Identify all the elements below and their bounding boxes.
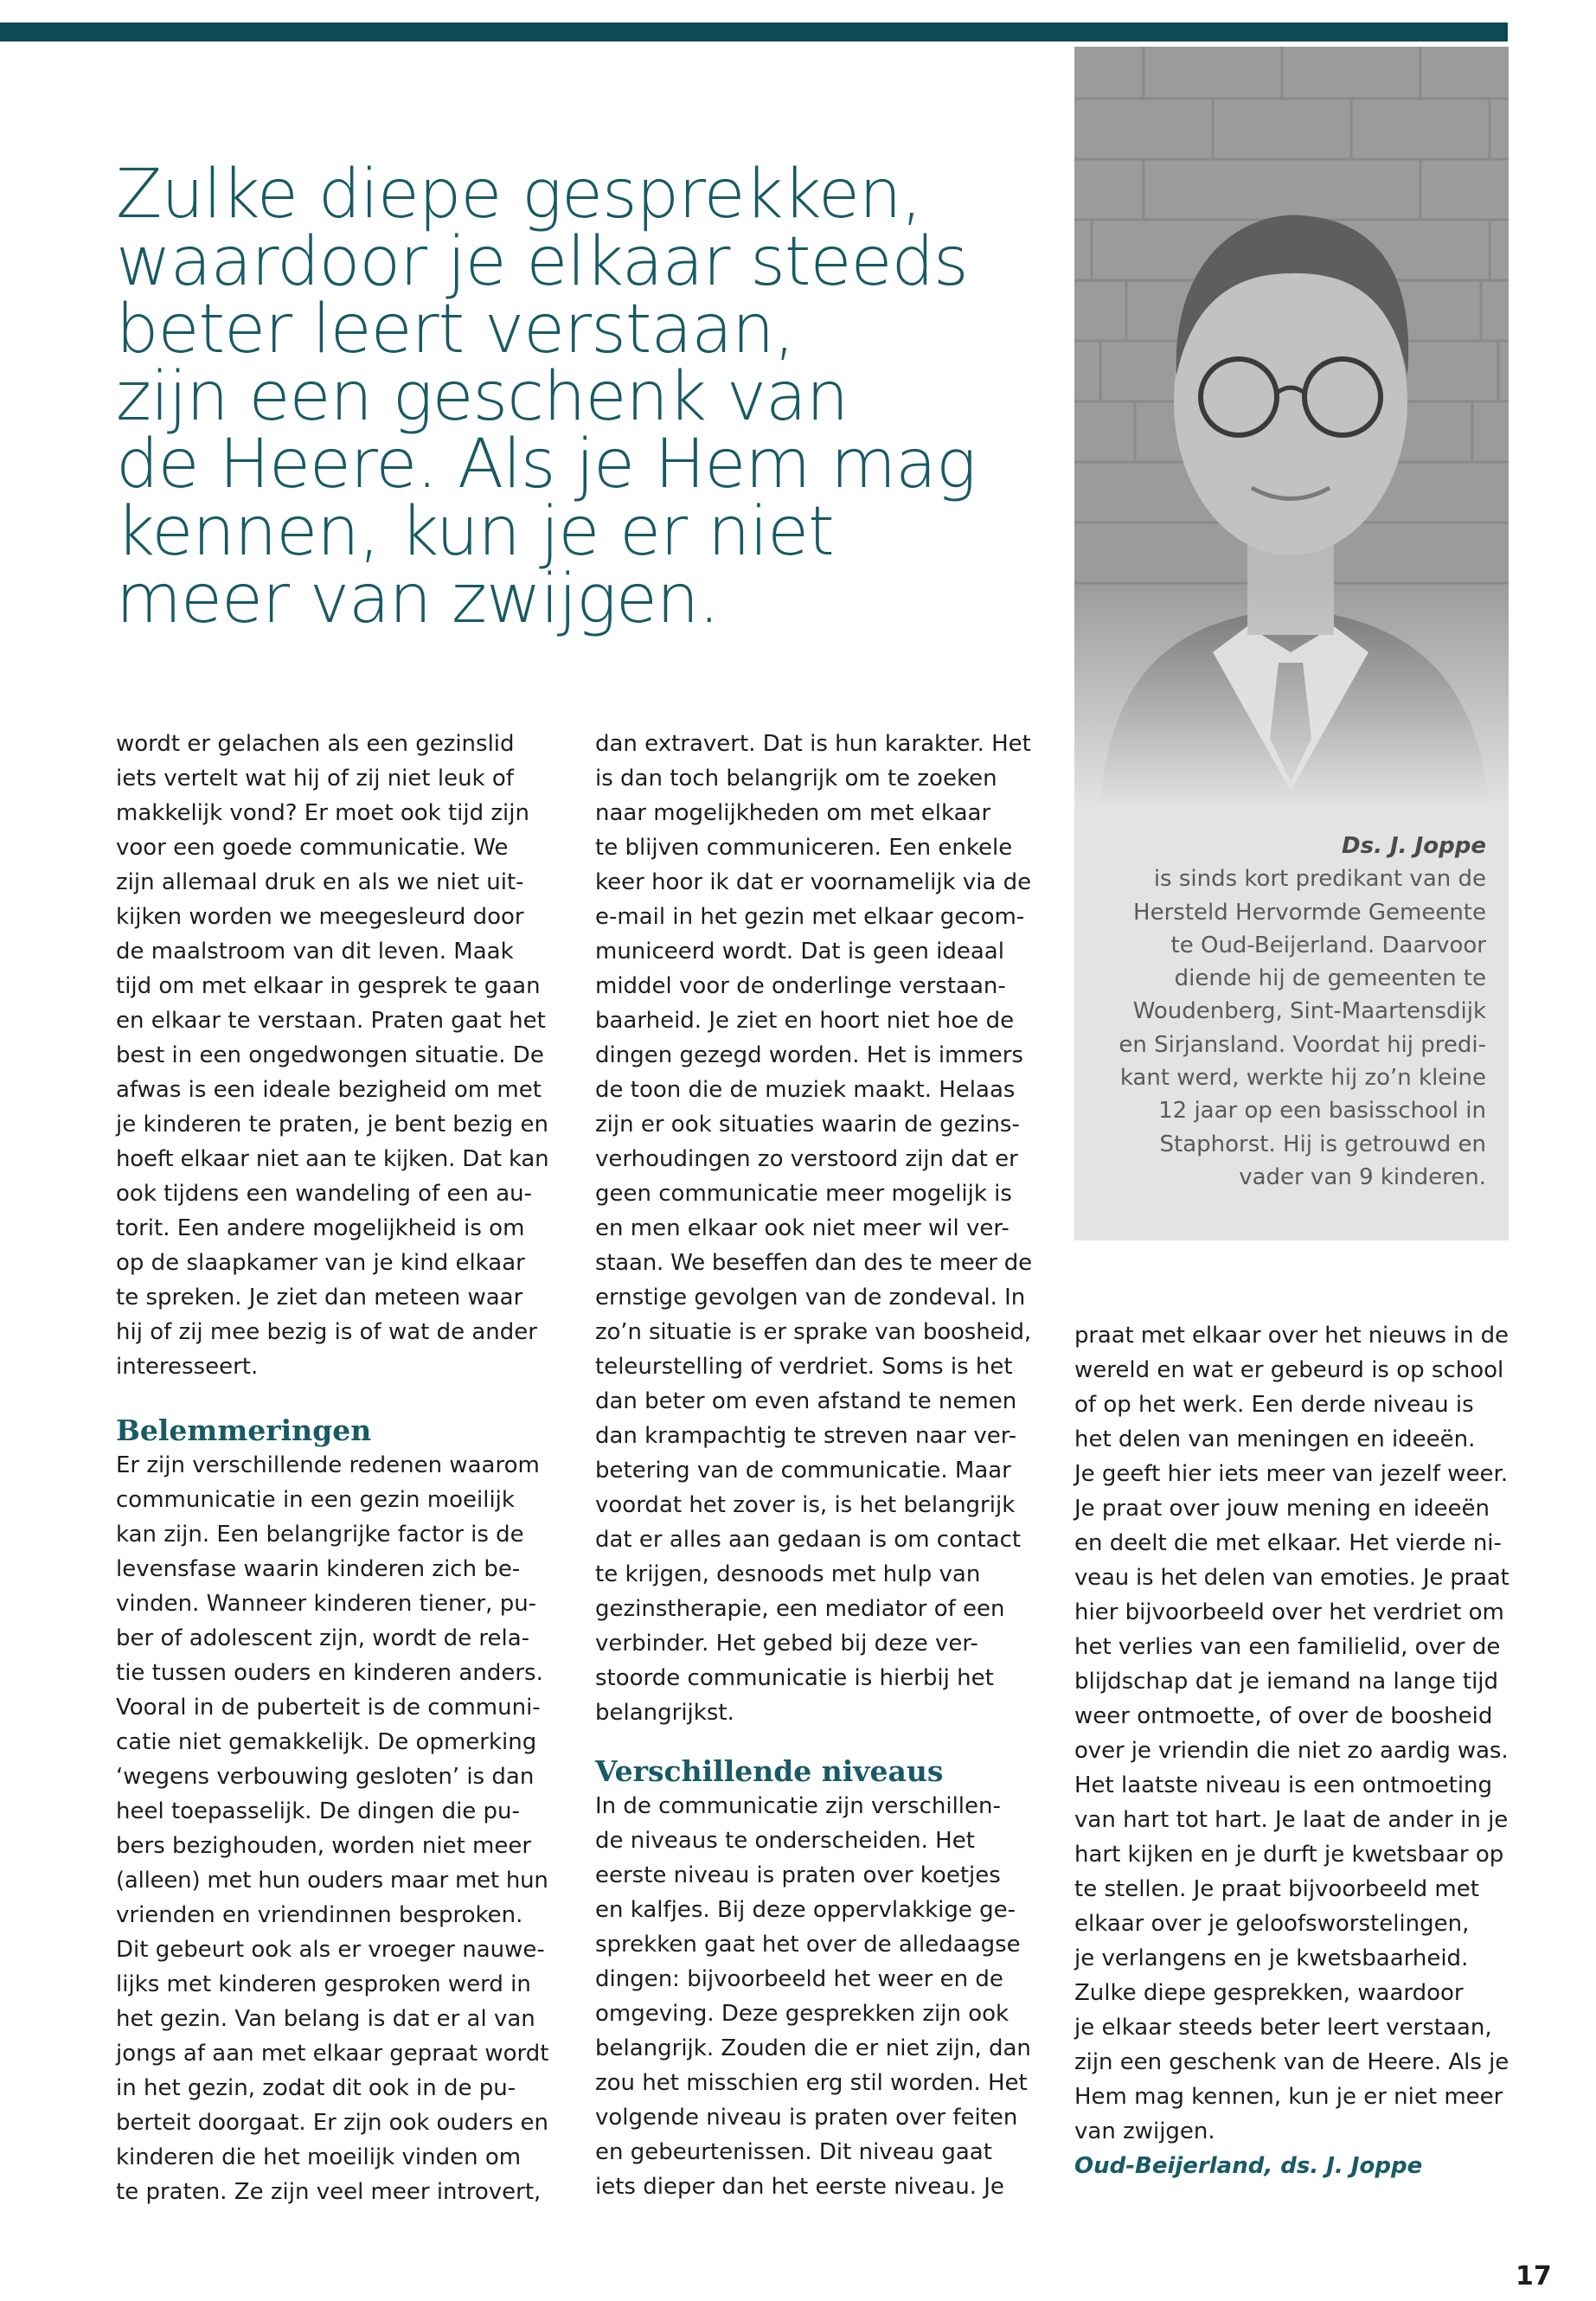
text-line: je kinderen te praten, je bent bezig en <box>116 1112 548 1138</box>
text-line: belangrijkst. <box>595 1700 734 1726</box>
author-sidebar <box>1074 47 1509 1240</box>
text-line: hij of zij mee bezig is of wat de ander <box>116 1319 537 1345</box>
text-line: Je praat over jouw mening en ideeën <box>1074 1496 1490 1522</box>
text-line: en gebeurtenissen. Dit niveau gaat <box>595 2139 992 2165</box>
text-line: het verlies van een familielid, over de <box>1074 1634 1501 1660</box>
text-line: belangrijk. Zouden die er niet zijn, dan <box>595 2035 1031 2061</box>
text-line: berteit doorgaat. Er zijn ook ouders en <box>116 2110 548 2136</box>
text-line: ook tijdens een wandeling of een au- <box>116 1181 533 1207</box>
pull-quote-line: de Heere. Als je Hem mag <box>116 426 976 503</box>
text-line: verbinder. Het gebed bij deze ver- <box>595 1631 978 1657</box>
text-line: wordt er gelachen als een gezinslid <box>116 731 515 757</box>
text-line: volgende niveau is praten over feiten <box>595 2105 1018 2131</box>
text-line: is dan toch belangrijk om te zoeken <box>595 766 997 792</box>
text-line: blijdschap dat je iemand na lange tijd <box>1074 1669 1499 1695</box>
text-line: en kalfjes. Bij deze oppervlakkige ge- <box>595 1897 1016 1923</box>
text-line: omgeving. Deze gesprekken zijn ook <box>595 2001 1010 2027</box>
text-line: op de slaapkamer van je kind elkaar <box>116 1250 525 1276</box>
text-line: de niveaus te onderscheiden. Het <box>595 1828 975 1854</box>
body-paragraph <box>595 727 1031 1730</box>
text-line: voor een goede communicatie. We <box>116 835 509 861</box>
text-line: zijn allemaal druk en als we niet uit- <box>116 869 524 895</box>
text-line: Zulke diepe gesprekken, waardoor <box>1074 1980 1464 2006</box>
text-line: het delen van meningen en ideeën. <box>1074 1426 1476 1452</box>
text-line: betering van de communicatie. Maar <box>595 1458 1011 1484</box>
text-line: jongs af aan met elkaar gepraat wordt <box>116 2041 549 2067</box>
text-line: e-mail in het gezin met elkaar gecom- <box>595 904 1025 930</box>
section-heading-belemmeringen: Belemmeringen <box>116 1413 372 1447</box>
text-line: het gezin. Van belang is dat er al van <box>116 2006 535 2032</box>
caption-line: diende hij de gemeenten te <box>1174 965 1486 992</box>
text-line: stoorde communicatie is hierbij het <box>595 1665 994 1691</box>
text-line: dingen gezegd worden. Het is immers <box>595 1042 1023 1068</box>
text-line: zijn er ook situaties waarin de gezins- <box>595 1112 1020 1138</box>
text-line: verhoudingen zo verstoord zijn dat er <box>595 1146 1018 1172</box>
text-line: te blijven communiceren. Een enkele <box>595 835 1013 861</box>
pull-quote-line: Zulke diepe gesprekken, <box>116 156 922 234</box>
body-paragraph <box>595 1789 1031 2204</box>
text-line: communicatie in een gezin moeilijk <box>116 1487 515 1513</box>
text-line: je verlangens en je kwetsbaarheid. <box>1074 1945 1469 1971</box>
author-portrait-photo <box>1074 47 1509 808</box>
text-line: te stellen. Je praat bijvoorbeeld met <box>1074 1876 1479 1902</box>
text-line: keer hoor ik dat er voornamelijk via de <box>595 869 1032 895</box>
text-line: dingen: bijvoorbeeld het weer en de <box>595 1966 1003 1992</box>
text-line: praat met elkaar over het nieuws in de <box>1074 1323 1509 1349</box>
pull-quote-line: waardoor je elkaar steeds <box>116 223 968 301</box>
text-line: de toon die de muziek maakt. Helaas <box>595 1077 1016 1103</box>
pull-quote-line: zijn een geschenk van <box>116 358 849 436</box>
text-line: Dit gebeurt ook als er vroeger nauwe- <box>116 1937 545 1963</box>
text-line: hier bijvoorbeeld over het verdriet om <box>1074 1599 1504 1625</box>
text-line: tijd om met elkaar in gesprek te gaan <box>116 973 541 999</box>
text-line: dan krampachtig te streven naar ver- <box>595 1423 1017 1449</box>
text-line: ‘wegens verbouwing gesloten’ is dan <box>116 1764 535 1790</box>
text-line: levensfase waarin kinderen zich be- <box>116 1556 521 1582</box>
article-column-2 <box>595 727 1031 2204</box>
page-number: 17 <box>1516 2261 1552 2291</box>
text-line: iets vertelt wat hij of zij niet leuk of <box>116 766 514 792</box>
text-line: Je geeft hier iets meer van jezelf weer. <box>1074 1461 1509 1487</box>
text-line: of op het werk. Een derde niveau is <box>1074 1392 1474 1418</box>
text-line: ernstige gevolgen van de zondeval. In <box>595 1285 1026 1311</box>
text-line: voordat het zover is, is het belangrijk <box>595 1492 1016 1518</box>
text-line: zijn een geschenk van de Heere. Als je <box>1074 2049 1509 2075</box>
caption-line: Staphorst. Hij is getrouwd en <box>1159 1131 1486 1157</box>
text-line: Het laatste niveau is een ontmoeting <box>1074 1772 1493 1798</box>
text-line: hart kijken en je durft je kwetsbaar op <box>1074 1842 1504 1868</box>
author-caption <box>1097 830 1486 1194</box>
caption-line: kant werd, werkte hij zo’n kleine <box>1119 1065 1486 1092</box>
text-line: (alleen) met hun ouders maar met hun <box>116 1868 548 1894</box>
author-signature: Oud-Beijerland, ds. J. Joppe <box>1074 2153 1423 2179</box>
text-line: lijks met kinderen gesproken werd in <box>116 1971 531 1997</box>
text-line: gezinstherapie, een mediator of een <box>595 1596 1005 1622</box>
body-paragraph <box>1074 1318 1509 2149</box>
text-line: baarheid. Je ziet en hoort niet hoe de <box>595 1008 1015 1034</box>
text-line: en deelt die met elkaar. Het vierde ni- <box>1074 1530 1502 1556</box>
text-line: dan beter om even afstand te nemen <box>595 1388 1017 1414</box>
text-line: kan zijn. Een belangrijke factor is de <box>116 1522 524 1548</box>
text-line: eerste niveau is praten over koetjes <box>595 1862 1001 1888</box>
caption-line: Woudenberg, Sint-Maartensdijk <box>1132 998 1486 1025</box>
article-column-1 <box>116 727 548 2209</box>
text-line: weer ontmoette, of over de boosheid <box>1074 1703 1493 1729</box>
caption-line: is sinds kort predikant van de <box>1153 866 1486 893</box>
text-line: Er zijn verschillende redenen waarom <box>116 1452 540 1478</box>
text-line: best in een ongedwongen situatie. De <box>116 1042 544 1068</box>
body-paragraph <box>116 1448 548 2209</box>
text-line: kijken worden we meegesleurd door <box>116 904 524 930</box>
caption-line: vader van 9 kinderen. <box>1239 1163 1486 1190</box>
text-line: geen communicatie meer mogelijk is <box>595 1181 1012 1207</box>
section-heading-verschillende-niveaus: Verschillende niveaus <box>595 1754 944 1788</box>
text-line: torit. Een andere mogelijkheid is om <box>116 1215 525 1241</box>
text-line: In de communicatie zijn verschillen- <box>595 1793 1001 1819</box>
text-line: bers bezighouden, worden niet meer <box>116 1833 532 1859</box>
text-line: zo’n situatie is er sprake van boosheid, <box>595 1319 1032 1345</box>
text-line: afwas is een ideale bezigheid om met <box>116 1077 542 1103</box>
text-line: in het gezin, zodat dit ook in de pu- <box>116 2075 516 2101</box>
text-line: makkelijk vond? Er moet ook tijd zijn <box>116 800 529 826</box>
text-line: kinderen die het moeilijk vinden om <box>116 2144 522 2170</box>
author-name: Ds. J. Joppe <box>1342 833 1486 859</box>
text-line: teleurstelling of verdriet. Soms is het <box>595 1354 1013 1380</box>
text-line: Hem mag kennen, kun je er niet meer <box>1074 2084 1503 2110</box>
text-line: over je vriendin die niet zo aardig was. <box>1074 1738 1509 1764</box>
text-line: en men elkaar ook niet meer wil ver- <box>595 1215 1010 1241</box>
text-line: elkaar over je geloofsworstelingen, <box>1074 1911 1470 1937</box>
text-line: heel toepasselijk. De dingen die pu- <box>116 1798 520 1824</box>
caption-line: Hersteld Hervormde Gemeente <box>1133 899 1486 926</box>
text-line: middel voor de onderlinge verstaan- <box>595 973 1006 999</box>
text-line: dat er alles aan gedaan is om contact <box>595 1527 1022 1553</box>
text-line: zou het misschien erg stil worden. Het <box>595 2070 1028 2096</box>
text-line: vinden. Wanneer kinderen tiener, pu- <box>116 1591 537 1617</box>
text-line: dan extravert. Dat is hun karakter. Het <box>595 731 1031 757</box>
pull-quote-line: meer van zwijgen. <box>116 561 720 638</box>
text-line: staan. We beseffen dan des te meer de <box>595 1250 1032 1276</box>
caption-line: 12 jaar op een basisschool in <box>1158 1098 1486 1125</box>
pull-quote-line: beter leert verstaan, <box>116 291 795 369</box>
text-line: iets dieper dan het eerste niveau. Je <box>595 2174 1004 2200</box>
header-color-bar <box>0 22 1508 42</box>
pull-quote <box>116 156 1033 638</box>
text-line: sprekken gaat het over de alledaagse <box>595 1932 1021 1958</box>
pull-quote-line: kennen, kun je er niet <box>116 493 834 571</box>
text-line: van zwijgen. <box>1074 2118 1215 2144</box>
text-line: tie tussen ouders en kinderen anders. <box>116 1660 543 1686</box>
text-line: catie niet gemakkelijk. De opmerking <box>116 1729 537 1755</box>
text-line: hoeft elkaar niet aan te kijken. Dat kan <box>116 1146 549 1172</box>
text-line: te praten. Ze zijn veel meer introvert, <box>116 2179 542 2205</box>
text-line: Vooral in de puberteit is de communi- <box>116 1695 541 1721</box>
text-line: interesseert. <box>116 1354 259 1380</box>
text-line: vrienden en vriendinnen besproken. <box>116 1902 523 1928</box>
text-line: wereld en wat er gebeurd is op school <box>1074 1357 1504 1383</box>
caption-line: te Oud-Beijerland. Daarvoor <box>1170 932 1486 958</box>
text-line: te spreken. Je ziet dan meteen waar <box>116 1285 523 1311</box>
text-line: de maalstroom van dit leven. Maak <box>116 939 514 965</box>
text-line: ber of adolescent zijn, wordt de rela- <box>116 1625 530 1651</box>
text-line: municeerd wordt. Dat is geen ideaal <box>595 939 1004 965</box>
text-line: veau is het delen van emoties. Je praat <box>1074 1565 1509 1591</box>
text-line: naar mogelijkheden om met elkaar <box>595 800 991 826</box>
caption-line: en Sirjansland. Voordat hij predi- <box>1118 1031 1486 1058</box>
text-line: je elkaar steeds beter leert verstaan, <box>1074 2015 1492 2041</box>
text-line: van hart tot hart. Je laat de ander in je <box>1074 1807 1509 1833</box>
text-line: te krijgen, desnoods met hulp van <box>595 1561 981 1587</box>
text-line: en elkaar te verstaan. Praten gaat het <box>116 1008 546 1034</box>
body-paragraph <box>116 727 548 1384</box>
article-column-3 <box>1074 1318 1509 2183</box>
